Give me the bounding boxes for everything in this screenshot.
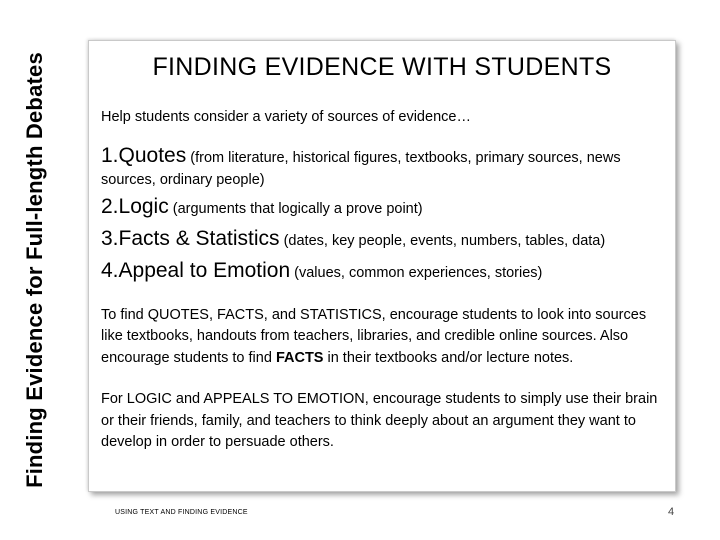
side-title <box>20 20 50 520</box>
point-detail: (from literature, historical figures, textbooks, primary sources, news sources, ordinary people) <box>101 149 621 188</box>
side-title-text: Finding Evidence for Full-length Debates <box>22 52 47 488</box>
paragraph-lead: For LOGIC and APPEALS TO EMOTION <box>101 391 365 407</box>
evidence-list <box>101 145 661 288</box>
point-facts <box>101 224 661 256</box>
point-label: 3.Facts & Statistics <box>101 226 280 250</box>
point-detail: (dates, key people, events, numbers, tables, data) <box>279 232 606 249</box>
paragraph-lead: To find QUOTES, FACTS, and STATISTICS, <box>101 306 386 323</box>
content-card <box>88 40 676 492</box>
paragraph-text: in their textbooks and/or lecture notes. <box>323 349 574 366</box>
point-detail: (values, common experiences, stories) <box>290 264 543 281</box>
point-label: 2.Logic <box>101 194 169 218</box>
card-content <box>101 107 661 474</box>
point-logic <box>101 192 661 224</box>
paragraph-text: , encourage students to simply use their brain or their friends, family, and teachers to think deeply about an argument they want to develop in order to persuade others. <box>101 391 658 450</box>
paragraph-logic-emotion <box>101 389 661 454</box>
intro-text: Help students consider a variety of sources of evidence… <box>101 109 471 125</box>
point-label: 4.Appeal to Emotion <box>101 258 291 282</box>
page-number: 4 <box>668 506 675 518</box>
point-quotes <box>101 145 661 191</box>
paragraph-text: encourage students to look into sources like textbooks, handouts from teachers, libraries, and credible online sources. Also encourage students to find <box>101 306 647 366</box>
paragraph-bold: FACTS <box>275 349 324 366</box>
point-label: 1.Quotes <box>101 143 187 167</box>
footer-text: USING TEXT AND FINDING EVIDENCE <box>115 509 248 516</box>
point-emotion <box>101 256 661 288</box>
card-title: FINDING EVIDENCE WITH STUDENTS <box>152 53 612 81</box>
paragraph-quotes-facts <box>101 305 661 370</box>
point-detail: (arguments that logically a prove point) <box>168 200 423 217</box>
